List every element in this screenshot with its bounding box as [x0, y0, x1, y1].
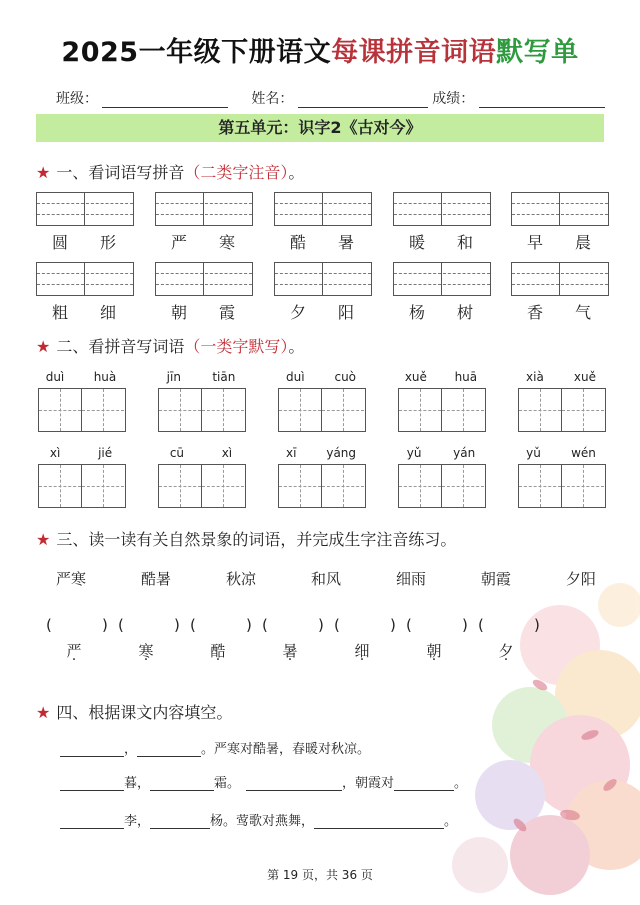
word-characters	[36, 230, 132, 253]
blank-field[interactable]	[137, 742, 201, 757]
pinyin-writing-box[interactable]	[155, 192, 253, 226]
pinyin-prompt	[31, 370, 131, 384]
pinyin-syllable: yáng	[326, 446, 357, 460]
answer-paren-open: (	[262, 616, 268, 634]
fill-line-3: 李， 杨。莺歌对燕舞， 。	[60, 810, 457, 829]
pinyin-answer-space[interactable]	[270, 620, 314, 638]
pinyin-writing-box[interactable]	[511, 262, 609, 296]
pinyin-syllable: yǔ	[406, 446, 422, 460]
word-char: 粗	[51, 303, 68, 322]
word-char: 早	[526, 233, 543, 252]
answer-paren-close: )	[534, 616, 540, 634]
word-char: 和	[456, 233, 473, 252]
blank-field[interactable]	[60, 814, 124, 829]
pinyin-answer-space[interactable]	[198, 620, 242, 638]
dotted-character: 严 ·	[62, 640, 86, 661]
title-grade: 一年级下册语文	[138, 37, 332, 68]
blank-field[interactable]	[394, 776, 454, 791]
pinyin-syllable: xì	[49, 446, 61, 460]
word-characters	[274, 230, 370, 253]
word-characters	[155, 300, 251, 323]
dotted-character: 朝 ·	[422, 640, 446, 661]
page-title	[0, 30, 640, 69]
blank-field[interactable]	[150, 814, 210, 829]
pinyin-prompt	[391, 446, 491, 460]
nature-word-list	[56, 568, 596, 589]
pinyin-writing-box[interactable]	[36, 262, 134, 296]
title-sheet: 默写单	[496, 37, 579, 68]
pinyin-syllable: yǔ	[526, 446, 541, 460]
dotted-character: 细 ·	[350, 640, 374, 661]
fill-line-2: 暮， 霜。 ，朝霞对 。	[60, 772, 467, 791]
character-grid[interactable]	[158, 388, 246, 432]
word-item: 朝霞	[480, 570, 511, 588]
star-icon: ★	[36, 337, 51, 356]
pinyin-answer-space[interactable]	[414, 620, 458, 638]
pinyin-syllable: yán	[453, 446, 476, 460]
word-characters	[36, 300, 132, 323]
word-item: 夕阳	[565, 570, 596, 588]
word-char: 树	[456, 303, 473, 322]
blank-field[interactable]	[314, 814, 444, 829]
student-info-row	[56, 88, 616, 108]
word-char: 杨	[408, 303, 425, 322]
pinyin-prompt	[391, 370, 491, 384]
class-label: 班级：	[56, 91, 98, 107]
unit-title: 第五单元：识字2《古对今》	[36, 114, 604, 142]
character-grid[interactable]	[518, 388, 606, 432]
word-char: 晨	[574, 233, 591, 252]
pinyin-syllable: xuě	[404, 370, 427, 384]
answer-paren-close: )	[246, 616, 252, 634]
dotted-character: 寒 ·	[134, 640, 158, 661]
character-grid[interactable]	[278, 388, 366, 432]
word-char: 细	[99, 303, 116, 322]
word-char: 霞	[218, 303, 235, 322]
pinyin-writing-box[interactable]	[393, 192, 491, 226]
word-item: 酷暑	[140, 570, 171, 588]
dotted-character: 暑 ·	[278, 640, 302, 661]
character-grid[interactable]	[398, 464, 486, 508]
pinyin-prompt	[31, 446, 131, 460]
pinyin-answer-space[interactable]	[342, 620, 386, 638]
pinyin-writing-box[interactable]	[511, 192, 609, 226]
name-field[interactable]	[298, 91, 428, 108]
word-characters	[511, 230, 607, 253]
word-item: 细雨	[395, 570, 426, 588]
pinyin-syllable: huà	[93, 370, 117, 384]
pinyin-syllable: cuò	[334, 370, 357, 384]
word-item: 秋凉	[225, 570, 256, 588]
word-char: 寒	[218, 233, 235, 252]
class-field[interactable]	[102, 91, 228, 108]
character-grid[interactable]	[398, 388, 486, 432]
pinyin-answer-space[interactable]	[486, 620, 530, 638]
answer-paren-close: )	[462, 616, 468, 634]
blank-field[interactable]	[150, 776, 214, 791]
pinyin-prompt	[511, 446, 611, 460]
pinyin-syllable: xì	[221, 446, 233, 460]
character-grid[interactable]	[38, 464, 126, 508]
word-char: 朝	[170, 303, 187, 322]
answer-paren-open: (	[190, 616, 196, 634]
word-item: 和风	[310, 570, 341, 588]
pinyin-syllable: jīn	[166, 370, 181, 384]
title-year: 2025	[61, 37, 139, 68]
pinyin-writing-box[interactable]	[155, 262, 253, 296]
word-char: 圆	[51, 233, 68, 252]
word-characters	[393, 230, 489, 253]
dotted-character: 酷 ·	[206, 640, 230, 661]
pinyin-syllable: duì	[45, 370, 65, 384]
answer-paren-open: (	[478, 616, 484, 634]
blank-field[interactable]	[60, 742, 124, 757]
pinyin-prompt	[151, 446, 251, 460]
word-characters	[511, 300, 607, 323]
star-icon: ★	[36, 163, 51, 182]
word-char: 夕	[289, 303, 306, 322]
word-char: 香	[526, 303, 543, 322]
star-icon: ★	[36, 530, 51, 549]
word-char: 严	[170, 233, 187, 252]
answer-paren-close: )	[318, 616, 324, 634]
pinyin-answer-space[interactable]	[126, 620, 170, 638]
pinyin-syllable: cū	[169, 446, 185, 460]
pinyin-writing-box[interactable]	[274, 262, 372, 296]
pinyin-answer-space[interactable]	[54, 620, 98, 638]
pinyin-prompt	[271, 446, 371, 460]
fill-line-1: ， 。严寒对酷暑，春暖对秋凉。	[60, 738, 370, 757]
name-label: 姓名：	[251, 91, 294, 107]
word-characters	[155, 230, 251, 253]
character-grid[interactable]	[518, 464, 606, 508]
blank-field[interactable]	[60, 776, 124, 791]
pinyin-prompt	[151, 370, 251, 384]
pinyin-syllable: xià	[526, 370, 544, 384]
score-field[interactable]	[479, 91, 605, 108]
pinyin-prompt	[511, 370, 611, 384]
score-label: 成绩：	[432, 91, 475, 107]
section4-heading: ★ 四、根据课文内容填空。	[36, 703, 233, 722]
section2-heading: ★ 二、看拼音写词语（一类字默写）。	[36, 337, 305, 356]
pinyin-writing-box[interactable]	[393, 262, 491, 296]
answer-paren-open: (	[406, 616, 412, 634]
section3-heading: ★ 三、读一读有关自然景象的词语，并完成生字注音练习。	[36, 530, 457, 549]
word-char: 暑	[337, 233, 354, 252]
pinyin-writing-box[interactable]	[36, 192, 134, 226]
word-characters	[274, 300, 370, 323]
character-grid[interactable]	[158, 464, 246, 508]
dotted-character: 夕 ·	[494, 640, 518, 661]
word-char: 形	[99, 233, 116, 252]
word-char: 酷	[289, 233, 306, 252]
word-char: 气	[574, 303, 591, 322]
character-grid[interactable]	[38, 388, 126, 432]
answer-paren-close: )	[102, 616, 108, 634]
word-characters	[393, 300, 489, 323]
pinyin-prompt	[271, 370, 371, 384]
answer-paren-open: (	[118, 616, 124, 634]
word-char: 暖	[408, 233, 425, 252]
section1-heading: ★ 一、看词语写拼音（二类字注音）。	[36, 163, 305, 182]
character-grid[interactable]	[278, 464, 366, 508]
pinyin-syllable: huā	[454, 370, 478, 384]
answer-paren-close: )	[174, 616, 180, 634]
word-item: 严寒	[56, 570, 87, 588]
word-char: 阳	[337, 303, 354, 322]
star-icon: ★	[36, 703, 51, 722]
pinyin-syllable: tiān	[212, 370, 236, 384]
pinyin-syllable: xuě	[573, 370, 596, 384]
blank-field[interactable]	[246, 776, 342, 791]
page-footer: 第 19 页，共 36 页	[267, 868, 373, 882]
pinyin-syllable: xī	[285, 446, 297, 460]
pinyin-syllable: wén	[571, 446, 596, 460]
pinyin-writing-box[interactable]	[274, 192, 372, 226]
answer-paren-close: )	[390, 616, 396, 634]
answer-paren-open: (	[46, 616, 52, 634]
answer-paren-open: (	[334, 616, 340, 634]
pinyin-syllable: duì	[285, 370, 305, 384]
title-topic: 每课拼音词语	[331, 37, 497, 68]
pinyin-syllable: jié	[98, 446, 113, 460]
